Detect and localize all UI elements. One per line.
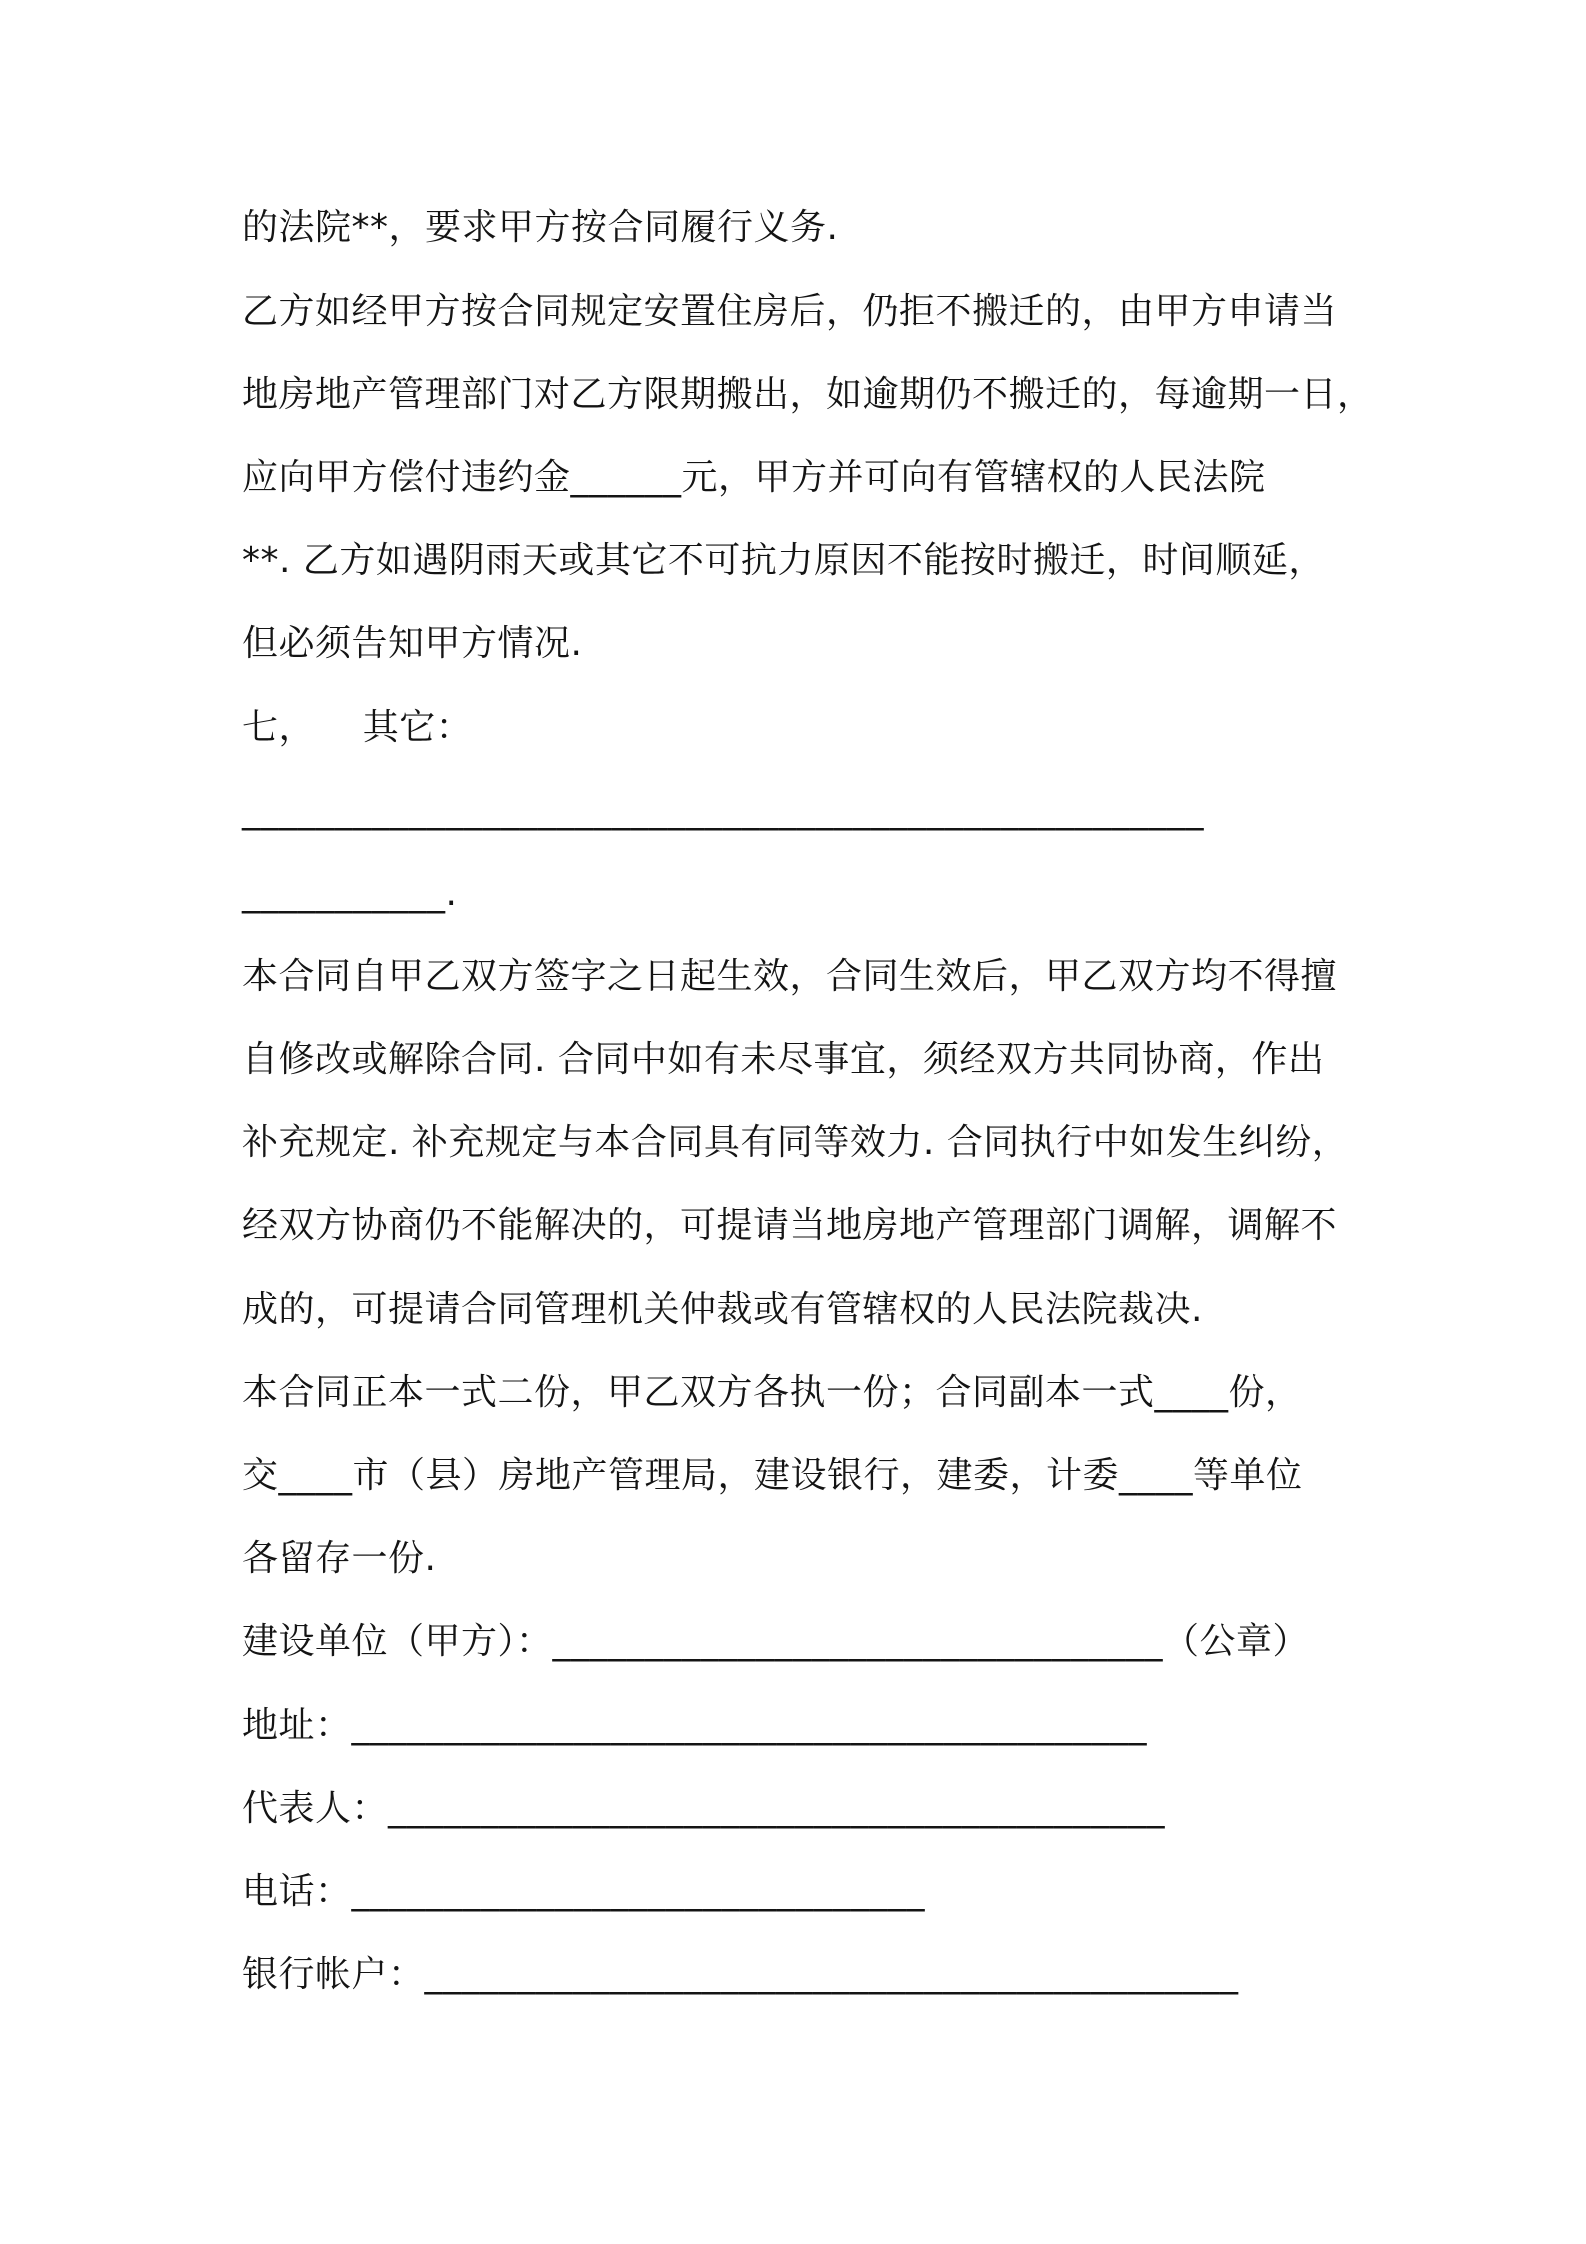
blank-line-2: ___________. xyxy=(242,873,458,914)
text-line-8: 自修改或解除合同. 合同中如有未尽事宜，须经双方共同协商，作出 xyxy=(242,1039,1325,1080)
text-line-11: 成的，可提请合同管理机关仲裁或有管辖权的人民法院裁决. xyxy=(242,1289,1203,1330)
text-line-2: 乙方如经甲方按合同规定安置住房后，仍拒不搬迁的，由甲方申请当 xyxy=(242,291,1338,332)
text-line-4: 应向甲方偿付违约金______元，甲方并可向有管辖权的人民法院 xyxy=(242,457,1266,498)
text-line-3: 地房地产管理部门对乙方限期搬出，如逾期仍不搬迁的，每逾期一日， xyxy=(242,374,1374,415)
text-line-1: 的法院**，要求甲方按合同履行义务. xyxy=(242,207,839,248)
text-line-6: 但必须告知甲方情况. xyxy=(242,623,583,664)
field-address: 地址：___________________________________________ xyxy=(242,1705,1148,1746)
text-line-10: 经双方协商仍不能解决的，可提请当地房地产管理部门调解，调解不 xyxy=(242,1205,1338,1246)
text-line-7: 本合同自甲乙双方签字之日起生效，合同生效后，甲乙双方均不得擅 xyxy=(242,956,1338,997)
text-line-13: 交____市（县）房地产管理局，建设银行，建委，计委____等单位 xyxy=(242,1455,1303,1496)
field-phone: 电话：_______________________________ xyxy=(242,1871,926,1912)
field-bank-account: 银行帐户：____________________________________________ xyxy=(242,1954,1239,1995)
text-line-12: 本合同正本一式二份，甲乙双方各执一份；合同副本一式____份， xyxy=(242,1372,1302,1413)
field-representative: 代表人：__________________________________________ xyxy=(242,1788,1166,1829)
section-heading-other: 七， 其它： xyxy=(242,707,473,748)
text-line-9: 补充规定. 补充规定与本合同具有同等效力. 合同执行中如发生纠纷， xyxy=(242,1122,1349,1163)
field-builder: 建设单位（甲方）：_________________________________（公章） xyxy=(242,1621,1310,1662)
blank-line-1: ____________________________________________________ xyxy=(242,790,1204,831)
text-line-14: 各留存一份. xyxy=(242,1538,437,1579)
text-line-5: **. 乙方如遇阴雨天或其它不可抗力原因不能按时搬迁，时间顺延， xyxy=(242,540,1325,581)
